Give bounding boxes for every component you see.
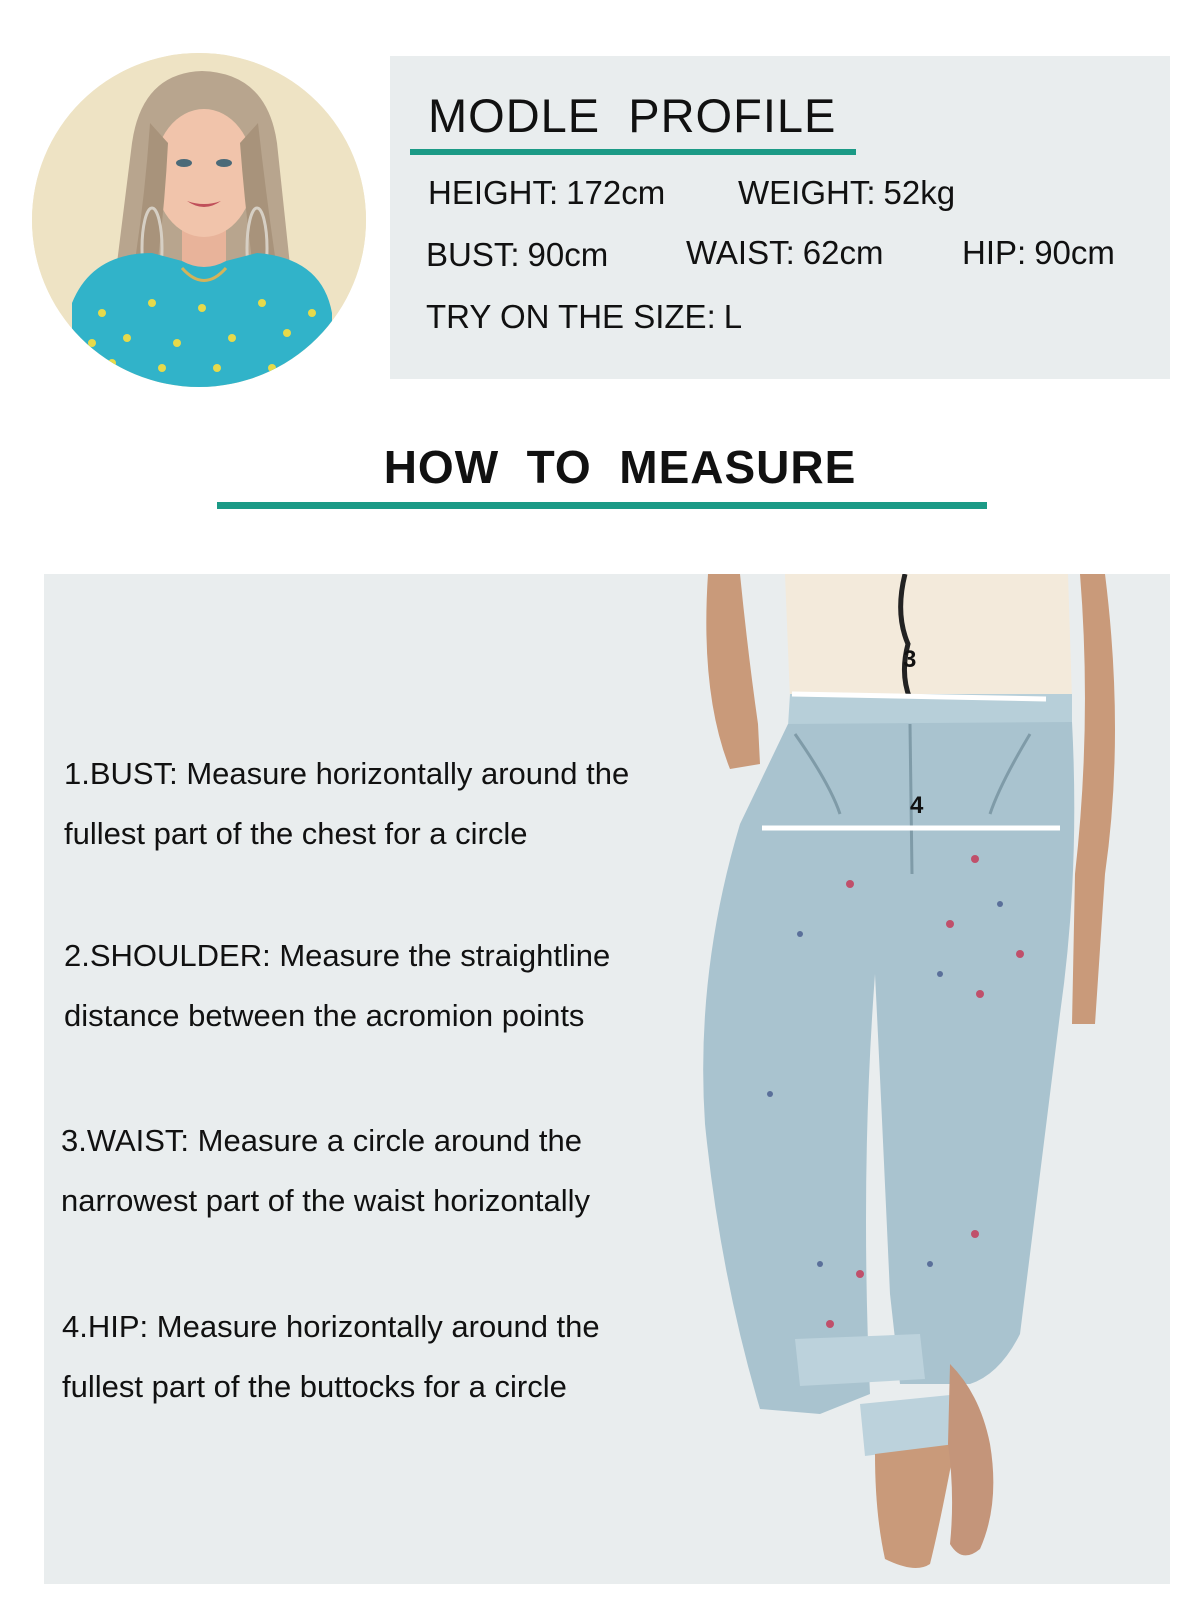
- size-label: TRY ON THE SIZE:: [426, 298, 716, 335]
- instruction-term: 2.SHOULDER:: [64, 938, 271, 973]
- instruction-term: 1.BUST:: [64, 756, 178, 791]
- waist-label: WAIST:: [686, 234, 795, 271]
- instruction-term: 4.HIP:: [62, 1309, 149, 1344]
- instruction-line: Measure horizontally around the: [156, 1309, 600, 1344]
- instruction-line: Measure the straightline: [279, 938, 611, 973]
- instruction-line: Measure a circle around the: [197, 1123, 582, 1158]
- height-stat: [428, 174, 665, 212]
- instruction-bust: [64, 744, 629, 864]
- weight-stat: [738, 174, 955, 212]
- jeans-figure: [700, 574, 1140, 1584]
- weight-value: 52kg: [883, 174, 956, 211]
- instruction-shoulder: [64, 926, 610, 1046]
- instruction-line: fullest part of the chest for a circle: [64, 816, 528, 851]
- waist-marker: 3: [903, 646, 917, 673]
- instruction-waist: [61, 1111, 590, 1231]
- hip-label: HIP:: [962, 234, 1027, 271]
- how-to-measure-title: HOW TO MEASURE: [383, 441, 857, 493]
- bust-stat: [426, 236, 608, 274]
- instruction-line: Measure horizontally around the: [186, 756, 630, 791]
- waist-stat: [686, 234, 883, 272]
- instruction-line: distance between the acromion points: [64, 998, 585, 1033]
- bust-label: BUST:: [426, 236, 520, 273]
- bust-value: 90cm: [527, 236, 609, 273]
- instruction-line: narrowest part of the waist horizontally: [61, 1183, 590, 1218]
- hip-stat: [962, 234, 1115, 272]
- model-avatar: [32, 53, 366, 387]
- height-value: 172cm: [566, 174, 666, 211]
- hip-marker: 4: [910, 792, 924, 819]
- instruction-term: 3.WAIST:: [61, 1123, 190, 1158]
- how-to-measure-underline: [217, 502, 987, 509]
- size-value: L: [723, 298, 743, 335]
- instruction-line: fullest part of the buttocks for a circle: [62, 1369, 567, 1404]
- size-stat: [426, 298, 742, 336]
- profile-title-underline: [410, 149, 856, 155]
- profile-title: MODLE PROFILE: [428, 89, 837, 142]
- waist-value: 62cm: [802, 234, 884, 271]
- height-label: HEIGHT:: [428, 174, 559, 211]
- weight-label: WEIGHT:: [738, 174, 876, 211]
- model-profile-panel: [390, 56, 1170, 379]
- instruction-hip: [62, 1297, 600, 1417]
- hip-value: 90cm: [1034, 234, 1115, 271]
